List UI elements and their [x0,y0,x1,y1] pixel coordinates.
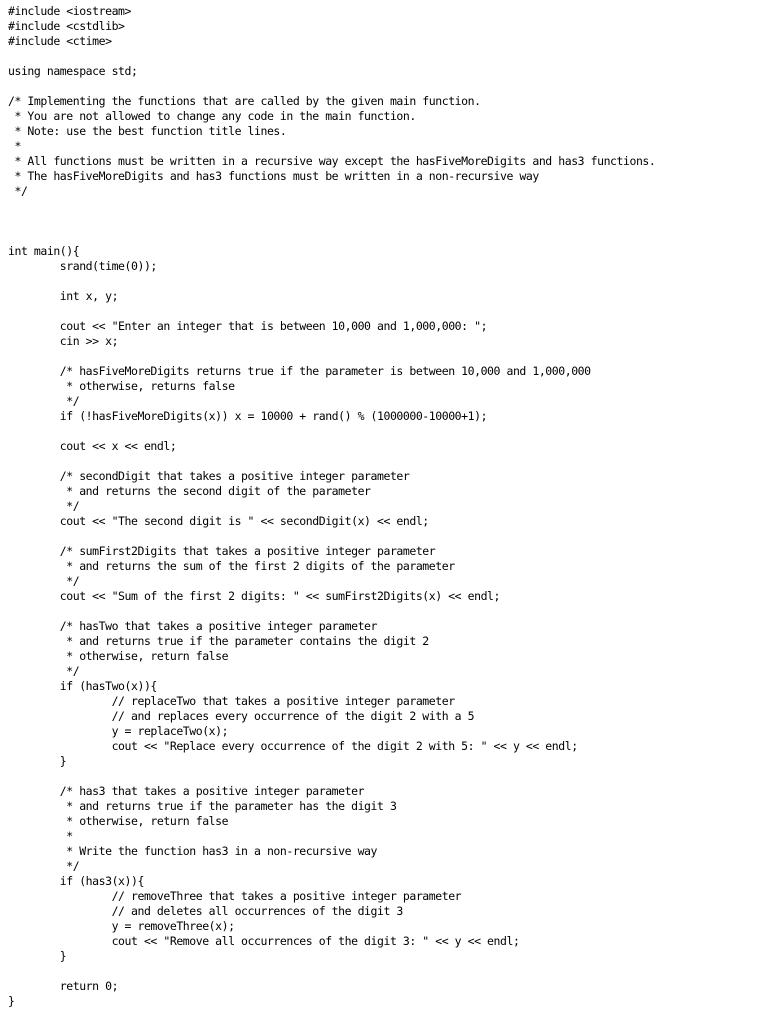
code-line: * Write the function has3 in a non-recursive way [8,844,377,858]
code-line: /* hasTwo that takes a positive integer parameter [8,619,377,633]
code-line: * and returns true if the parameter contains the digit 2 [8,634,429,648]
code-line: cout << "Replace every occurrence of the digit 2 with 5: " << y << endl; [8,739,578,753]
code-line: * You are not allowed to change any code in the main function. [8,109,416,123]
code-line: * [8,139,21,153]
code-line: * and returns true if the parameter has the digit 3 [8,799,397,813]
code-line [8,199,768,214]
code-line [8,529,768,544]
code-line: cout << "Remove all occurrences of the digit 3: " << y << endl; [8,934,520,948]
code-line [8,964,768,979]
code-line: // and deletes all occurrences of the digit 3 [8,904,403,918]
code-line: */ [8,859,80,873]
code-line: #include <cstdlib> [8,19,125,33]
code-line: */ [8,394,80,408]
code-line: y = removeThree(x); [8,919,235,933]
code-line: if (hasTwo(x)){ [8,679,157,693]
code-line: * The hasFiveMoreDigits and has3 functions must be written in a non-recursive way [8,169,539,183]
code-line [8,454,768,469]
code-line: /* has3 that takes a positive integer parameter [8,784,365,798]
code-line: * All functions must be written in a recursive way except the hasFiveMoreDigits and has3 functions. [8,154,656,168]
code-line: * and returns the second digit of the parameter [8,484,371,498]
code-line: // replaceTwo that takes a positive integer parameter [8,694,455,708]
code-line: cout << "Enter an integer that is between 10,000 and 1,000,000: "; [8,319,488,333]
code-line: */ [8,664,80,678]
code-line: cin >> x; [8,334,119,348]
code-line: */ [8,499,80,513]
code-line [8,424,768,439]
code-line: /* hasFiveMoreDigits returns true if the parameter is between 10,000 and 1,000,000 [8,364,591,378]
code-line: } [8,994,15,1008]
code-line: */ [8,574,80,588]
code-line [8,769,768,784]
code-line: srand(time(0)); [8,259,157,273]
code-line [8,349,768,364]
code-listing [8,4,768,1009]
code-line: } [8,949,67,963]
code-line: * Note: use the best function title lines. [8,124,287,138]
code-line: int x, y; [8,289,119,303]
code-line [8,604,768,619]
code-line: /* Implementing the functions that are called by the given main function. [8,94,481,108]
code-line: #include <iostream> [8,4,131,18]
code-line: // removeThree that takes a positive integer parameter [8,889,462,903]
code-line: return 0; [8,979,119,993]
code-line: int main(){ [8,244,80,258]
code-line [8,229,768,244]
code-line: /* secondDigit that takes a positive integer parameter [8,469,410,483]
code-line: y = replaceTwo(x); [8,724,229,738]
code-line [8,49,768,64]
code-line: * otherwise, return false [8,649,229,663]
code-line: if (has3(x)){ [8,874,144,888]
code-line: /* sumFirst2Digits that takes a positive integer parameter [8,544,436,558]
code-line: * otherwise, return false [8,814,229,828]
code-line: using namespace std; [8,64,138,78]
code-line: * otherwise, returns false [8,379,235,393]
code-line: * and returns the sum of the first 2 digits of the parameter [8,559,455,573]
code-line [8,79,768,94]
code-line: */ [8,184,28,198]
code-line: * [8,829,73,843]
code-line [8,304,768,319]
code-line [8,214,768,229]
code-line: cout << x << endl; [8,439,177,453]
code-line: cout << "Sum of the first 2 digits: " << sumFirst2Digits(x) << endl; [8,589,500,603]
code-line [8,274,768,289]
code-line: if (!hasFiveMoreDigits(x)) x = 10000 + rand() % (1000000-10000+1); [8,409,488,423]
code-line: cout << "The second digit is " << secondDigit(x) << endl; [8,514,429,528]
code-line: } [8,754,67,768]
code-line: #include <ctime> [8,34,112,48]
code-line: // and replaces every occurrence of the digit 2 with a 5 [8,709,475,723]
